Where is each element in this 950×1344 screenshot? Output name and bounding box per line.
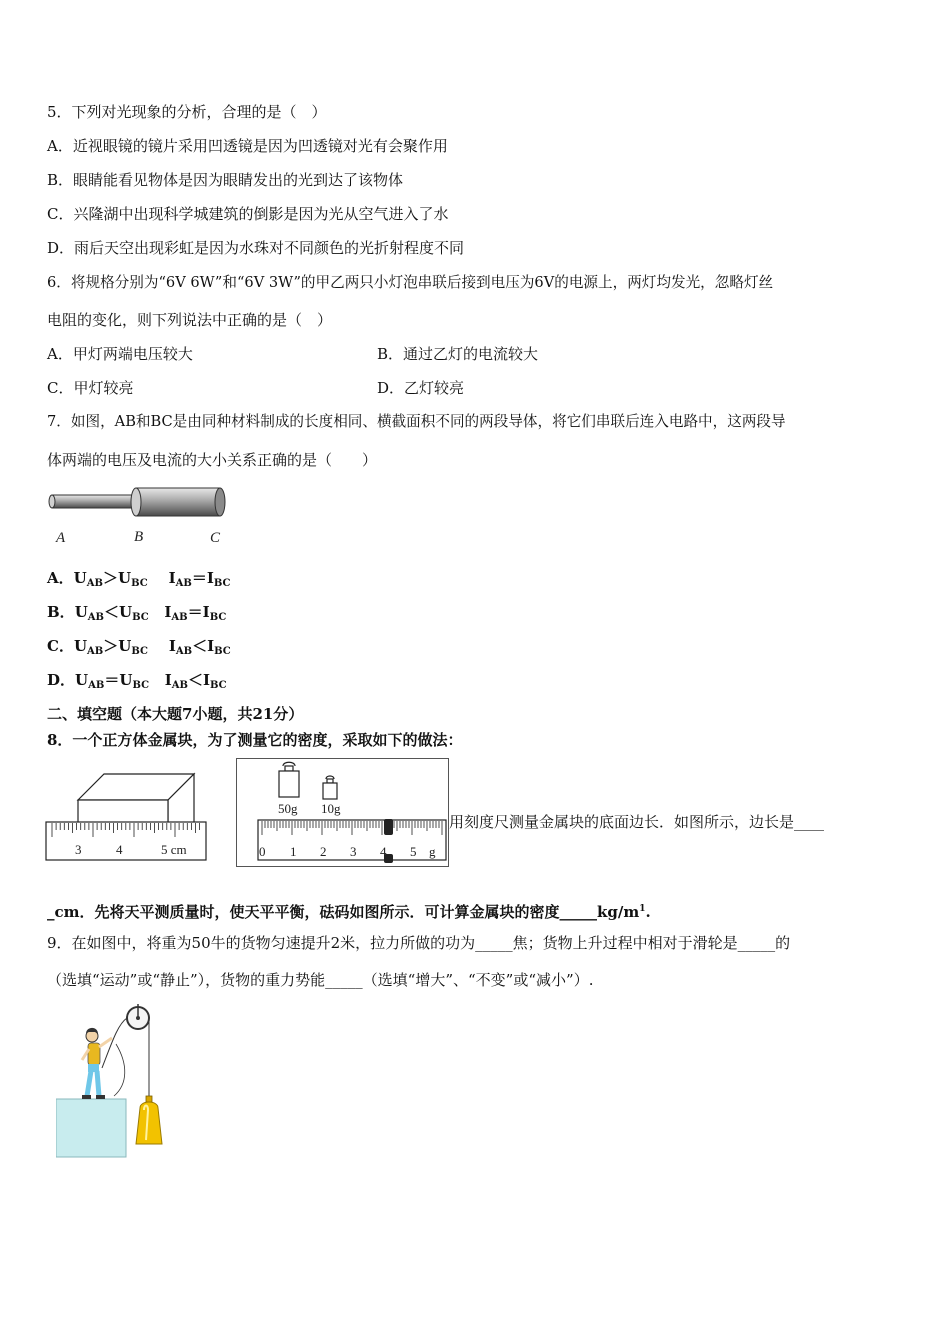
figure-label-c: C (210, 530, 221, 546)
q7-option-b: B．$U_{AB}<U_{BC}$ $I_{AB}=I_{BC}$ (47, 603, 227, 623)
q6-option-b: B．通过乙灯的电流较大 (377, 345, 539, 363)
q6-option-a: A．甲灯两端电压较大 (47, 345, 193, 363)
q5-option-b: B．眼睛能看见物体是因为眼睛发出的光到达了该物体 (47, 171, 404, 189)
scale-label-g: g (429, 844, 436, 859)
q7-option-a: A．$U_{AB}>U_{BC}$ $I_{AB}=I_{BC}$ (47, 569, 231, 589)
q9-line2: （选填“运动”或“静止”），货物的重力势能_____（选填“增大”、“不变”或“减小”）. (47, 971, 594, 989)
thick-conductor-bc (136, 488, 220, 516)
pulley-figure (56, 1004, 168, 1160)
conductor-figure (44, 484, 234, 550)
q6-stem-line2: 电阻的变化，则下列说法中正确的是（ ） (47, 311, 333, 329)
weight-10g-icon (323, 776, 337, 799)
ruler-label-5cm: 5 cm (161, 842, 187, 857)
scale-label-3: 3 (350, 844, 357, 859)
q5-option-c: C．兴隆湖中出现科学城建筑的倒影是因为光从空气进入了水 (47, 205, 449, 223)
ruler-label-4: 4 (116, 842, 123, 857)
q5-option-a: A．近视眼镜的镜片采用凹透镜是因为凹透镜对光有会聚作用 (47, 137, 448, 155)
q8-text-after-figure: 用刻度尺测量金属块的底面边长．如图所示，边长是____ (449, 813, 825, 831)
weight-50g-icon (279, 762, 299, 797)
rider-top (384, 819, 393, 835)
person-icon (82, 1028, 112, 1099)
platform-block (56, 1099, 126, 1157)
thick-conductor-left-face (131, 488, 141, 516)
q7-option-c: C．$U_{AB}>U_{BC}$ $I_{AB}<I_{BC}$ (47, 637, 231, 657)
q6-stem-line1: 6．将规格分别为“6V 6W”和“6V 3W”的甲乙两只小灯泡串联后接到电压为6V的电源上，两灯均发光，忽略灯丝 (47, 274, 774, 291)
section-2-title: 二、填空题（本大题7小题，共21分） (47, 705, 304, 723)
scale-label-1: 1 (290, 844, 297, 859)
q7-stem-line2: 体两端的电压及电流的大小关系正确的是（ ） (47, 451, 378, 469)
figure-label-b: B (134, 529, 144, 545)
ruler-label-3: 3 (75, 842, 82, 857)
q6-option-c: C．甲灯较亮 (47, 379, 134, 397)
cargo-bell-icon (136, 1096, 162, 1144)
q5-stem: 5．下列对光现象的分析，合理的是（ ） (47, 103, 327, 121)
thin-conductor-end (49, 495, 55, 508)
scale-label-2: 2 (320, 844, 327, 859)
q7-option-d: D．$U_{AB}=U_{BC}$ $I_{AB}<I_{BC}$ (47, 671, 227, 691)
q6-option-d: D．乙灯较亮 (377, 379, 465, 397)
q5-option-d: D．雨后天空出现彩虹是因为水珠对不同颜色的光折射程度不同 (47, 239, 465, 257)
scale-label-4: 4 (380, 844, 387, 859)
q7-stem-line1: 7．如图，AB和BC是由同种材料制成的长度相同、横截面积不同的两段导体，将它们串联后连入电路中，这两段导 (47, 413, 786, 430)
scale-label-0: 0 (259, 844, 266, 859)
weight-50g-label: 50g (278, 801, 298, 816)
scale-label-5: 5 (410, 844, 417, 859)
thick-conductor-end (215, 488, 225, 516)
ruler-figure (44, 768, 208, 864)
q9-line1: 9．在如图中，将重为50牛的货物匀速提升2米，拉力所做的功为_____焦；货物上升过程中相对于滑轮是_____的 (47, 934, 791, 952)
q8-stem: 8．一个正方体金属块，为了测量它的密度，采取如下的做法： (47, 731, 463, 749)
figure-label-a: A (56, 530, 66, 546)
thin-conductor-ab (52, 495, 140, 508)
q8-line2: _cm．先将天平测质量时，使天平平衡，砝码如图所示．可计算金属块的密度$\_\_\_\_\_kg/m^1$. (47, 903, 651, 921)
rope-slack (114, 1044, 125, 1096)
weight-10g-label: 10g (321, 801, 341, 816)
balance-figure (236, 758, 450, 868)
